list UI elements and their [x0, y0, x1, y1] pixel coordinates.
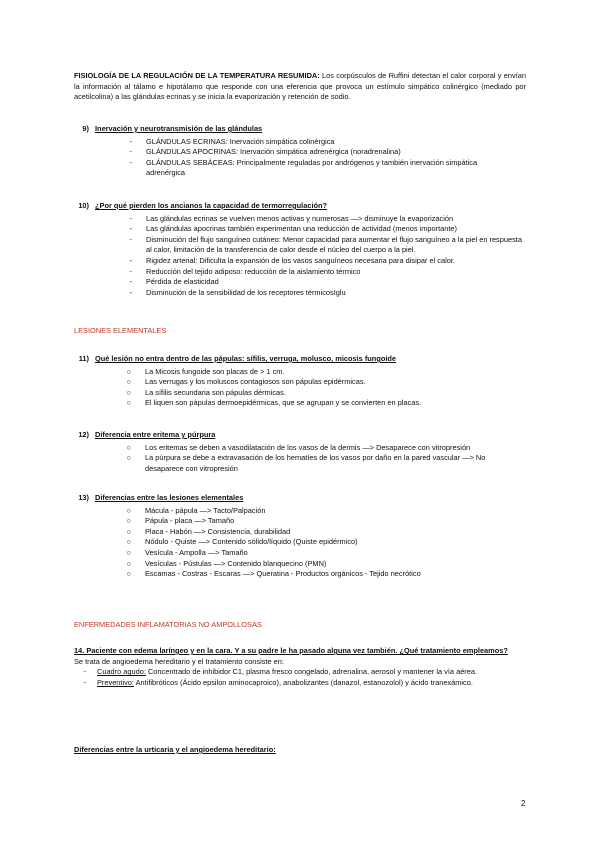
intro-paragraph [74, 71, 526, 103]
question-9 [74, 124, 534, 179]
question-title: 14. Paciente con edema laríngeo y en la cara. Y a su padre le ha pasado alguna vez también. ¿Qué tratamiento empleamos? [74, 646, 508, 655]
list-item: - Pérdida de elasticidad [129, 277, 219, 287]
list-item: - Preventivo: Antifibróticos (Ácido epsilon aminocaproico), anabolizantes (danazol, estanozolol) y ácido tranexámico. [83, 677, 473, 687]
list-item: ○ El liquen son pápulas dermoepidérmicas, que se agrupan y se convierten en placas. [126, 398, 422, 408]
question-title: Qué lesión no entra dentro de las pápulas: sífilis, verruga, molusco, micosis fungoide [95, 354, 397, 363]
list-item: ○ La púrpura se debe a extravasación de los hematíes de los vasos por daño en la pared vascular —> No desaparece con vitropresión [126, 453, 486, 473]
question-number: 12) [78, 430, 89, 439]
question-title: Diferencia entre eritema y púrpura [95, 430, 216, 439]
question-number: 11) [78, 354, 89, 363]
list-item: - GLÁNDULAS APOCRINAS: Inervación simpática adrenérgica (noradrenalina) [129, 147, 401, 157]
list-item: ○ Vesículas - Pústulas —> Contenido blanquecino (PMN) [126, 558, 327, 568]
question-13-list [74, 506, 534, 580]
question-12 [74, 430, 534, 474]
list-item: - Las glándulas ecrinas se vuelven menos activas y numerosas —> disminuye la evaporización [129, 213, 454, 223]
list-item: ○ La Micosis fungoide son placas de > 1 cm. [126, 366, 285, 376]
page-number: 2 [521, 799, 526, 808]
list-item: - GLÁNDULAS SEBÁCEAS: Principalmente reguladas por andrógenos y también inervación simpática adrenérgica [129, 157, 478, 178]
question-9-list [74, 137, 534, 179]
list-item: - Disminución del flujo sanguíneo cutáneo: Menor capacidad para aumentar el flujo sanguíneo a la piel en respuesta al calor, limitación de la transferencia de calor desde el núcleo del cuerpo a la piel. [129, 234, 522, 255]
list-item: - GLÁNDULAS ECRINAS: Inervación simpática colinérgica [129, 136, 335, 146]
question-number: 13) [78, 493, 89, 502]
list-item: ○ Pápula - placa —> Tamaño [126, 516, 235, 526]
list-item: - Rigidez arterial: Dificulta la expansión de los vasos sanguíneos necesaria para disipar el calor. [129, 255, 455, 265]
question-number: 10) [78, 201, 89, 210]
list-item: ○ Vesícula - Ampolla —> Tamaño [126, 547, 248, 557]
intro-heading: FISIOLOGÍA DE LA REGULACIÓN DE LA TEMPERATURA RESUMIDA: [74, 71, 320, 80]
section-heading-lesiones: LESIONES ELEMENTALES [74, 326, 167, 335]
question-14 [74, 646, 526, 688]
list-item: - Reducción del tejido adiposo: reducción de la aislamiento térmico [129, 266, 361, 276]
question-10-list [74, 214, 534, 299]
question-12-list [74, 443, 534, 475]
section-heading-enfermedades: ENFERMEDADES INFLAMATORIAS NO AMPOLLOSAS [74, 620, 262, 629]
question-lead: Se trata de angioedema hereditario y el tratamiento consiste en: [74, 656, 284, 666]
question-title: ¿Por qué pierden los ancianos la capacidad de termorregulación? [95, 201, 328, 210]
list-item: ○ Las verrugas y los moluscos contagiosos son pápulas epidérmicas. [126, 377, 366, 387]
question-10 [74, 201, 534, 298]
differences-heading: Diferencias entre la urticaria y el angioedema hereditario: [74, 745, 276, 754]
list-item: - Disminución de la sensibilidad de los receptores térmicosIglu [129, 287, 346, 297]
list-item: - Las glándulas apocrinas también experimentan una reducción de actividad (menos importante) [129, 224, 457, 234]
list-item: ○ Los eritemas se deben a vasodilatación de los vasos de la dermis —> Desaparece con vitropresión [126, 442, 471, 452]
question-14-list [74, 667, 526, 688]
question-title: Inervación y neurotransmisión de las glándulas [95, 124, 263, 133]
question-title: Diferencias entre las lesiones elementales [95, 493, 244, 502]
list-item: ○ Mácula - pápula —> Tacto/Palpación [126, 505, 266, 515]
intro-text: Los corpúsculos de Ruffini detectan el calor corporal y envían la información al tálamo e hipotálamo que responde con una eferencia que provoca un estímulo simpático colinérgico (mediado por acetilcolina) a las glándulas ecrinas y se inicia la evaporización y retención de sodio. [74, 71, 526, 102]
list-item: ○ La sífilis secundaria son pápulas dérmicas. [126, 387, 286, 397]
question-number: 9) [82, 124, 89, 133]
question-11 [74, 354, 534, 409]
question-11-list [74, 367, 534, 409]
question-13 [74, 493, 534, 580]
list-item: ○ Escamas - Costras - Escaras —> Queratina - Productos orgánicos - Tejido necrótico [126, 569, 421, 579]
list-item: ○ Nódulo - Quiste —> Contenido sólido/líquido (Quiste epidérmico) [126, 537, 358, 547]
list-item: - Cuadro agudo: Concentrado de inhibidor C1, plasma fresco congelado, adrenalina, aerosol y mantener la vía aérea. [83, 667, 478, 677]
list-item: ○ Placa - Habón —> Consistencia, durabilidad [126, 526, 291, 536]
